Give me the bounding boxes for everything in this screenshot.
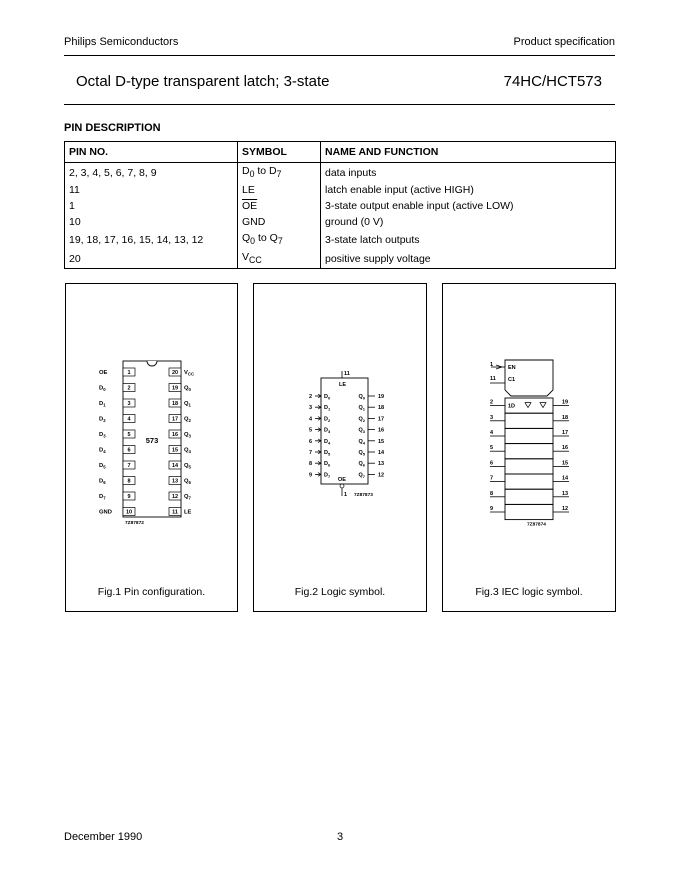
figure-code: 7Z87874	[527, 522, 546, 528]
pin-number: 8	[127, 478, 131, 485]
pin-name: $Q_4$	[184, 447, 191, 454]
table-row	[65, 163, 616, 183]
oe-inversion-bubble	[340, 484, 344, 488]
input-pin-number: 3	[490, 414, 494, 421]
pin-description-table	[64, 141, 616, 269]
d-input-label: $D_0$	[324, 394, 331, 401]
output-pin-number: 13	[562, 490, 569, 497]
le-label: LE	[339, 382, 347, 388]
table-row	[65, 230, 616, 249]
pin-name: GND	[99, 509, 112, 516]
input-pin-number: 9	[308, 472, 312, 479]
header-rule	[64, 55, 615, 56]
pin-number: 4	[127, 416, 131, 423]
pin-number-cell: 11	[65, 182, 238, 198]
pin-number: 16	[171, 432, 179, 439]
pin-number: 18	[171, 401, 179, 408]
latch-cell	[505, 413, 553, 428]
output-pin-number: 14	[562, 475, 569, 482]
pin-number-cell: 1	[65, 198, 238, 214]
output-pin-number: 15	[562, 460, 569, 467]
output-pin-number: 16	[378, 427, 385, 434]
d-input-label: $D_7$	[324, 472, 331, 479]
function-cell: latch enable input (active HIGH)	[321, 182, 616, 198]
pin-name: LE	[184, 509, 192, 516]
pin-name: $D_7$	[99, 494, 106, 501]
input-pin-number: 5	[308, 427, 312, 434]
function-cell: positive supply voltage	[321, 249, 616, 269]
output-pin-number: 12	[562, 506, 569, 512]
function-cell: data inputs	[321, 163, 616, 183]
table-row	[65, 182, 616, 198]
d-input-label: $D_4$	[324, 438, 331, 446]
symbol-cell: $D_0$ to $D_7$	[238, 163, 321, 183]
table-row	[65, 214, 616, 230]
pin-number: 12	[171, 494, 179, 501]
pin-name: $Q_2$	[184, 416, 191, 423]
iec-logic-symbol-diagram	[443, 284, 615, 584]
logic-symbol-diagram	[254, 284, 426, 584]
pin-number: 1	[127, 370, 131, 377]
function-cell: ground (0 V)	[321, 214, 616, 230]
output-pin-number: 15	[378, 438, 385, 445]
pin-name: $D_3$	[99, 432, 106, 439]
output-pin-number: 19	[562, 399, 569, 406]
latch-cell	[505, 504, 553, 519]
function-cell: 3-state output enable input (active LOW)	[321, 198, 616, 214]
input-pin-number: 5	[490, 445, 494, 452]
output-pin-number: 19	[378, 394, 385, 400]
figure-logic-symbol	[253, 283, 427, 612]
pin-name: $D_4$	[99, 447, 106, 454]
figure-caption: Fig.3 IEC logic symbol.	[475, 586, 583, 598]
section-heading: PIN DESCRIPTION	[64, 122, 161, 134]
c1-pin-number: 11	[490, 376, 496, 382]
pin-number: 17	[171, 416, 179, 423]
oe-label: OE	[338, 477, 346, 483]
symbol-cell: GND	[238, 214, 321, 230]
pin-number: 6	[127, 447, 131, 454]
pin-name: $Q_1$	[184, 401, 191, 408]
latch-cell	[505, 474, 553, 489]
title-rule	[64, 104, 615, 105]
q-output-label: $Q_1$	[358, 405, 365, 412]
input-pin-number: 7	[490, 475, 494, 482]
column-header: PIN NO.	[65, 142, 238, 163]
d-input-label: $D_6$	[324, 461, 331, 468]
d-input-label: 1D	[508, 403, 516, 410]
pin-name: $Q_5$	[184, 463, 191, 470]
output-pin-number: 16	[562, 445, 569, 452]
pin-number: 10	[125, 509, 133, 516]
q-output-label: $Q_5$	[358, 450, 365, 457]
input-pin-number: 4	[490, 430, 494, 436]
figure-caption: Fig.2 Logic symbol.	[294, 586, 386, 598]
pin-number: 15	[171, 447, 179, 454]
pin-name: $Q_0$	[184, 385, 191, 392]
latch-cell	[505, 459, 553, 474]
c1-label: C1	[508, 377, 516, 383]
latch-cell	[505, 428, 553, 443]
figure-iec-logic-symbol	[442, 283, 616, 612]
pin-number: 20	[171, 370, 179, 377]
column-header: SYMBOL	[238, 142, 321, 163]
input-pin-number: 8	[490, 490, 494, 497]
pin-number: 3	[127, 401, 131, 408]
input-pin-number: 7	[308, 450, 312, 456]
pin-name: $D_2$	[99, 416, 106, 423]
latch-cell	[505, 489, 553, 504]
three-state-output-icon	[540, 403, 546, 408]
figure-code: 7Z87873	[354, 493, 373, 498]
document-type: Product specification	[513, 36, 615, 48]
company-name: Philips Semiconductors	[64, 36, 179, 48]
pin-number: 5	[127, 432, 131, 439]
table-header-row	[65, 142, 616, 163]
input-pin-number: 2	[308, 394, 312, 400]
en-pin-number: 1	[490, 362, 494, 368]
pin-name: OE	[99, 370, 108, 376]
pin-number-cell: 10	[65, 214, 238, 230]
symbol-cell: $Q_0$ to $Q_7$	[238, 230, 321, 249]
input-pin-number: 8	[308, 461, 312, 468]
symbol-cell: LE	[238, 182, 321, 198]
pin-number-cell: 20	[65, 249, 238, 269]
symbol-cell: $V_{CC}$	[238, 249, 321, 269]
symbol-cell: $\overline{OE}$	[238, 198, 321, 214]
d-input-label: $D_2$	[324, 416, 331, 423]
pin-number: 2	[127, 385, 131, 392]
pin-name: $D_5$	[99, 463, 106, 470]
function-cell: 3-state latch outputs	[321, 230, 616, 249]
pin-number: 14	[171, 463, 179, 470]
pin-number-cell: 19, 18, 17, 16, 15, 14, 13, 12	[65, 230, 238, 249]
figure-code: 7Z87872	[125, 521, 144, 526]
pin-number: 19	[171, 385, 179, 392]
input-pin-number: 4	[308, 416, 312, 423]
pin-name: $D_0$	[99, 385, 106, 392]
output-pin-number: 18	[562, 414, 569, 421]
page-title: Octal D-type transparent latch; 3-state	[76, 73, 330, 90]
chip-notch	[147, 361, 157, 366]
le-pin-number: 11	[344, 371, 350, 377]
part-number: 74HC/HCT573	[503, 73, 602, 90]
footer-date: December 1990	[64, 831, 143, 843]
d-input-label: $D_5$	[324, 450, 331, 457]
q-output-label: $Q_2$	[358, 416, 365, 423]
pin-number: 7	[127, 463, 131, 470]
q-output-label: $Q_3$	[358, 427, 365, 435]
latch-cell	[505, 444, 553, 459]
output-pin-number: 14	[378, 450, 385, 456]
pin-name: $Q_6$	[184, 478, 191, 485]
en-label: EN	[508, 365, 516, 371]
figure-caption: Fig.1 Pin configuration.	[97, 586, 206, 598]
q-output-label: $Q_7$	[358, 472, 365, 479]
pin-name: $D_6$	[99, 478, 106, 485]
input-pin-number: 6	[308, 438, 312, 445]
table-row	[65, 249, 616, 269]
input-pin-number: 2	[490, 399, 494, 406]
buffer-triangle-icon	[525, 403, 531, 408]
pin-name: $Q_3$	[184, 432, 191, 439]
output-pin-number: 17	[378, 416, 385, 423]
q-output-label: $Q_4$	[358, 438, 365, 446]
q-output-label: $Q_0$	[358, 394, 365, 401]
input-pin-number: 9	[490, 506, 494, 512]
d-input-label: $D_1$	[324, 405, 331, 412]
d-input-label: $D_3$	[324, 427, 331, 435]
output-pin-number: 12	[378, 472, 385, 479]
output-pin-number: 13	[378, 461, 385, 468]
pin-configuration-diagram	[66, 284, 237, 584]
oe-pin-number: 1	[344, 492, 348, 498]
pin-name: $D_1$	[99, 401, 106, 408]
pin-number: 11	[172, 509, 178, 516]
column-header: NAME AND FUNCTION	[321, 142, 616, 163]
pin-name: $Q_7$	[184, 494, 191, 501]
pin-name: $V_{CC}$	[184, 370, 195, 377]
pin-number: 13	[171, 478, 179, 485]
chip-label: 573	[145, 436, 159, 445]
pin-number: 9	[127, 494, 131, 501]
output-pin-number: 18	[378, 405, 385, 412]
q-output-label: $Q_6$	[358, 461, 365, 468]
figure-pin-configuration	[65, 283, 238, 612]
pin-number-cell: 2, 3, 4, 5, 6, 7, 8, 9	[65, 163, 238, 183]
page-number: 3	[337, 831, 344, 843]
output-pin-number: 17	[562, 430, 569, 436]
table-row	[65, 198, 616, 214]
input-pin-number: 6	[490, 460, 494, 467]
input-pin-number: 3	[308, 405, 312, 412]
